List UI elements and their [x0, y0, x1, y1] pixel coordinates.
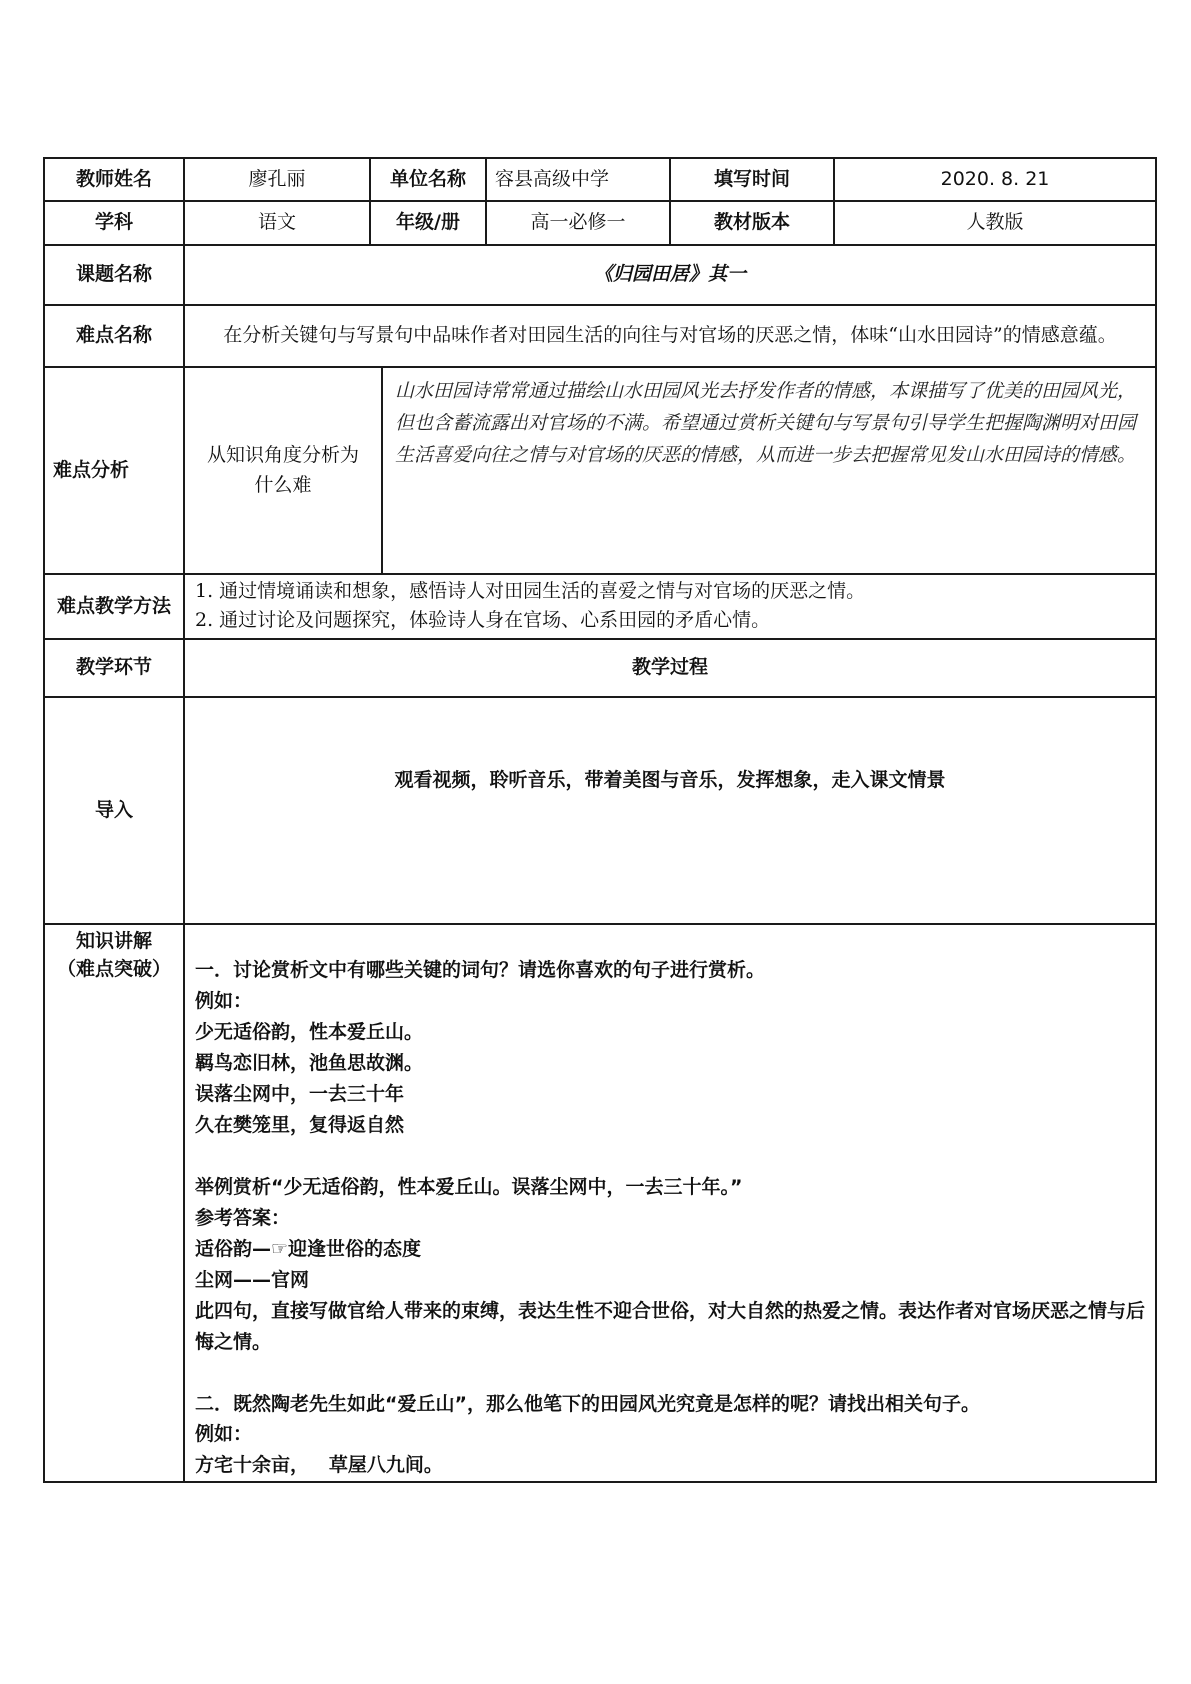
knowledge-label-line-2: （难点突破） — [56, 958, 171, 981]
analysis-text: 山水田园诗常常通过描绘山水田园风光去抒发作者的情感，本课描写了优美的田园风光，但也含蓄流露出对官场的不满。希望通过赏析关键句与写景句引导学生把握陶渊明对田园生活喜爱向往之情与对官场的厌恶的情感，从而进一步去把握常见发山水田园诗的情感。 — [395, 380, 1137, 466]
process-title: 教学过程 — [184, 639, 1156, 697]
teacher-name-value: 廖孔丽 — [184, 158, 370, 201]
poem-line: 误落尘网中，一去三十年 — [195, 1082, 405, 1105]
knowledge-body — [184, 924, 1156, 1483]
header-row-2 — [44, 201, 1156, 245]
method-list — [184, 574, 1156, 639]
poem-line: 方宅十余亩， 草屋八九间。 — [195, 1454, 443, 1477]
answer-line: 此四句，直接写做官给人带来的束缚，表达生性不迎合世俗，对大自然的热爱之情。表达作者对官场厌恶之情与后悔之情。 — [195, 1299, 1146, 1353]
lesson-plan-document — [43, 157, 1155, 1483]
difficulty-row — [44, 305, 1156, 367]
intro-text: 观看视频，聆听音乐，带着美图与音乐，发挥想象，走入课文情景 — [184, 697, 1156, 924]
method-label: 难点教学方法 — [44, 574, 184, 639]
poem-line: 久在樊笼里，复得返自然 — [195, 1113, 405, 1136]
intro-label: 导入 — [44, 697, 184, 924]
topic-value: 《归园田居》其一 — [184, 245, 1156, 305]
knowledge-label-line-1: 知识讲解 — [75, 929, 152, 952]
process-stage-label: 教学环节 — [44, 639, 184, 697]
method-row — [44, 574, 1156, 639]
analysis-inner-table — [185, 368, 1155, 573]
analysis-content — [184, 367, 1156, 574]
knowledge-label — [44, 924, 184, 1483]
analysis-sub-label: 从知识角度分析为什么难 — [185, 368, 382, 573]
example-label-2: 例如： — [195, 1423, 253, 1446]
poem-line: 羁鸟恋旧林，池鱼思故渊。 — [195, 1051, 424, 1074]
poem-line: 少无适俗韵，性本爱丘山。 — [195, 1020, 424, 1043]
analysis-row — [44, 367, 1156, 574]
subject-value: 语文 — [184, 201, 370, 245]
unit-name-label: 单位名称 — [370, 158, 486, 201]
difficulty-value: 在分析关键句与写景句中品味作者对田园生活的向往与对官场的厌恶之情，体味“山水田园诗”的情感意蕴。 — [184, 305, 1156, 367]
example-analysis: 举例赏析“少无适俗韵，性本爱丘山。误落尘网中，一去三十年。” — [195, 1175, 743, 1198]
question-1: 一．讨论赏析文中有哪些关键的词句？请选你喜欢的句子进行赏析。 — [195, 958, 766, 981]
intro-row — [44, 697, 1156, 924]
difficulty-label: 难点名称 — [44, 305, 184, 367]
fill-date-value: 2020. 8. 21 — [834, 158, 1156, 201]
question-2: 二．既然陶老先生如此“爱丘山”，那么他笔下的田园风光究竟是怎样的呢？请找出相关句子。 — [195, 1392, 980, 1415]
topic-row — [44, 245, 1156, 305]
edition-value: 人教版 — [834, 201, 1156, 245]
method-item: 2. 通过讨论及问题探究，体验诗人身在官场、心系田园的矛盾心情。 — [195, 609, 771, 632]
grade-value: 高一必修一 — [486, 201, 670, 245]
grade-label: 年级/册 — [370, 201, 486, 245]
answer-line: 尘网——官网 — [195, 1268, 310, 1291]
edition-label: 教材版本 — [670, 201, 834, 245]
teacher-name-label: 教师姓名 — [44, 158, 184, 201]
example-label: 例如： — [195, 989, 253, 1012]
header-row-1 — [44, 158, 1156, 201]
answer-label: 参考答案： — [195, 1206, 291, 1229]
knowledge-row — [44, 924, 1156, 1483]
method-item: 1. 通过情境诵读和想象，感悟诗人对田园生活的喜爱之情与对官场的厌恶之情。 — [195, 580, 866, 602]
analysis-label: 难点分析 — [44, 367, 184, 574]
spacer — [195, 1358, 1145, 1389]
fill-date-label: 填写时间 — [670, 158, 834, 201]
topic-label: 课题名称 — [44, 245, 184, 305]
subject-label: 学科 — [44, 201, 184, 245]
lesson-plan-table — [43, 157, 1157, 1483]
unit-name-value: 容县高级中学 — [486, 158, 670, 201]
spacer — [195, 1141, 1145, 1172]
answer-line: 适俗韵—☞迎逢世俗的态度 — [195, 1237, 422, 1260]
process-header-row — [44, 639, 1156, 697]
